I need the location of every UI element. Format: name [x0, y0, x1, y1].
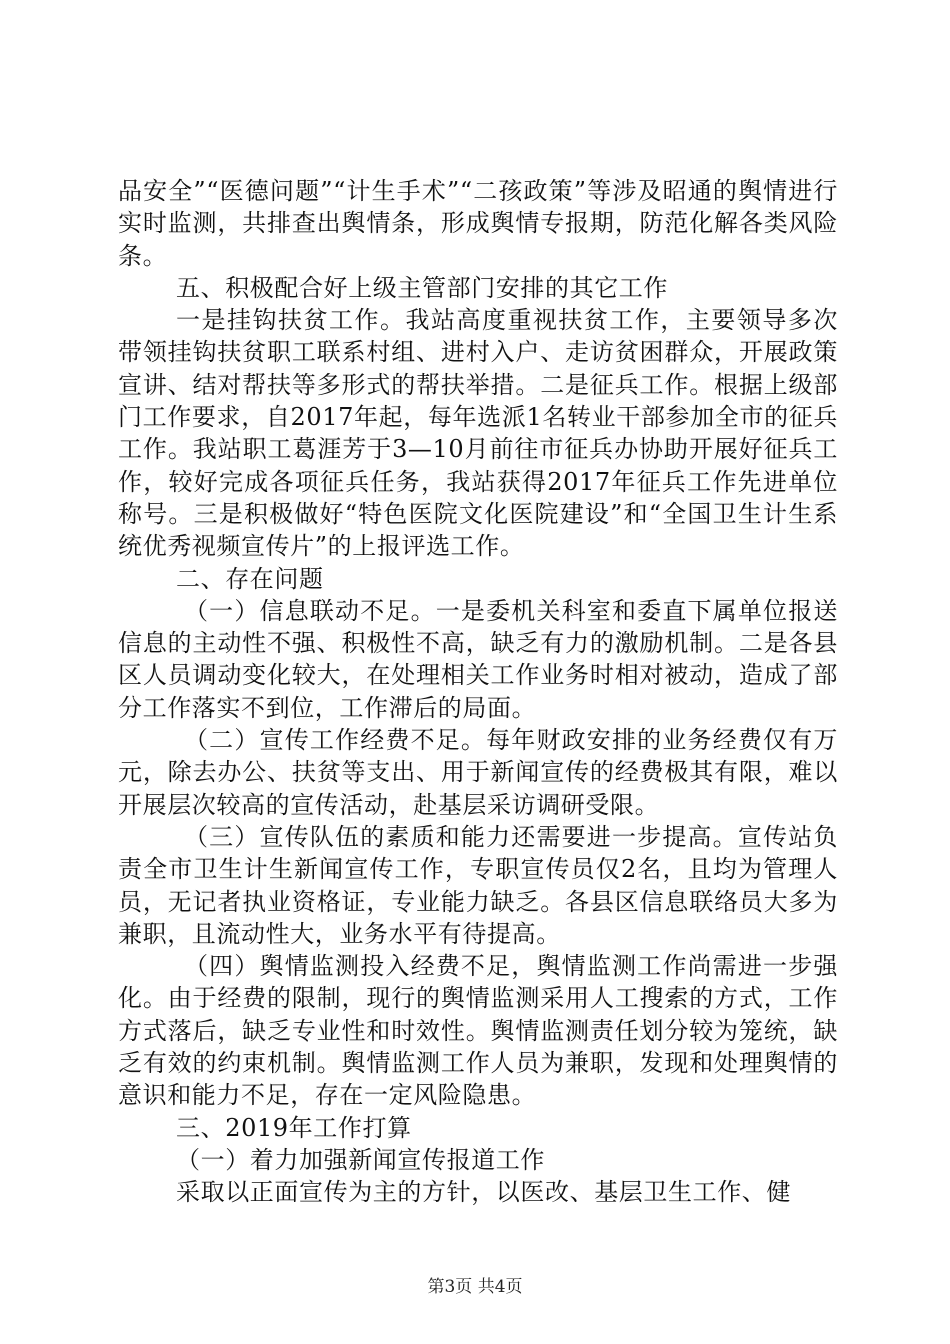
paragraph-news-plan: 采取以正面宣传为主的方针，以医改、基层卫生工作、健: [176, 1178, 791, 1207]
paragraph-problem-four: （四）舆情监测投入经费不足，舆情监测工作尚需进一步强化。由于经费的限制，现行的舆情监测采用人工搜索的方式，工作方式落后，缺乏专业性和时效性。舆情监测责任划分较为笼统，缺乏有效的约束机制。舆情监测工作人员为兼职，发现和处理舆情的意识和能力不足，存在一定风险隐患。: [118, 952, 838, 1110]
document-body: [118, 175, 838, 1209]
page-number-footer: 第3页 共4页: [427, 1277, 523, 1297]
paragraph-problem-one: （一）信息联动不足。一是委机关科室和委直下属单位报送信息的主动性不强、积极性不高，缺乏有力的激励机制。二是各县区人员调动变化较大，在处理相关工作业务时相对被动，造成了部分工作落实不到位，工作滞后的局面。: [118, 596, 838, 722]
section-heading-five: 五、积极配合好上级主管部门安排的其它工作: [176, 273, 668, 302]
section-heading-plan: 三、2019年工作打算: [176, 1113, 412, 1142]
paragraph-continuation: 品安全”“医德问题”“计生手术”“二孩政策”等涉及昭通的舆情进行实时监测，共排查出舆情条，形成舆情专报期，防范化解各类风险条。: [118, 177, 838, 270]
section-heading-problems: 二、存在问题: [176, 564, 324, 593]
paragraph-problem-two: （二）宣传工作经费不足。每年财政安排的业务经费仅有万元，除去办公、扶贫等支出、用于新闻宣传的经费极其有限，难以开展层次较高的宣传活动，赴基层采访调研受限。: [118, 726, 838, 819]
paragraph-other-work: 一是挂钩扶贫工作。我站高度重视扶贫工作，主要领导多次带领挂钩扶贫职工联系村组、进村入户、走访贫困群众，开展政策宣讲、结对帮扶等多形式的帮扶举措。二是征兵工作。根据上级部门工作要求，自2017年起，每年选派1名转业干部参加全市的征兵工作。我站职工葛涯芳于3—10月前往市征兵办协助开展好征兵工作，较好完成各项征兵任务，我站获得2017年征兵工作先进单位称号。三是积极做好“特色医院文化医院建设”和“全国卫生计生系统优秀视频宣传片”的上报评选工作。: [118, 306, 838, 561]
subsection-heading-news: （一）着力加强新闻宣传报道工作: [176, 1145, 545, 1174]
paragraph-problem-three: （三）宣传队伍的素质和能力还需要进一步提高。宣传站负责全市卫生计生新闻宣传工作，专职宣传员仅2名，且均为管理人员，无记者执业资格证，专业能力缺乏。各县区信息联络员大多为兼职，且流动性大，业务水平有待提高。: [118, 822, 838, 948]
